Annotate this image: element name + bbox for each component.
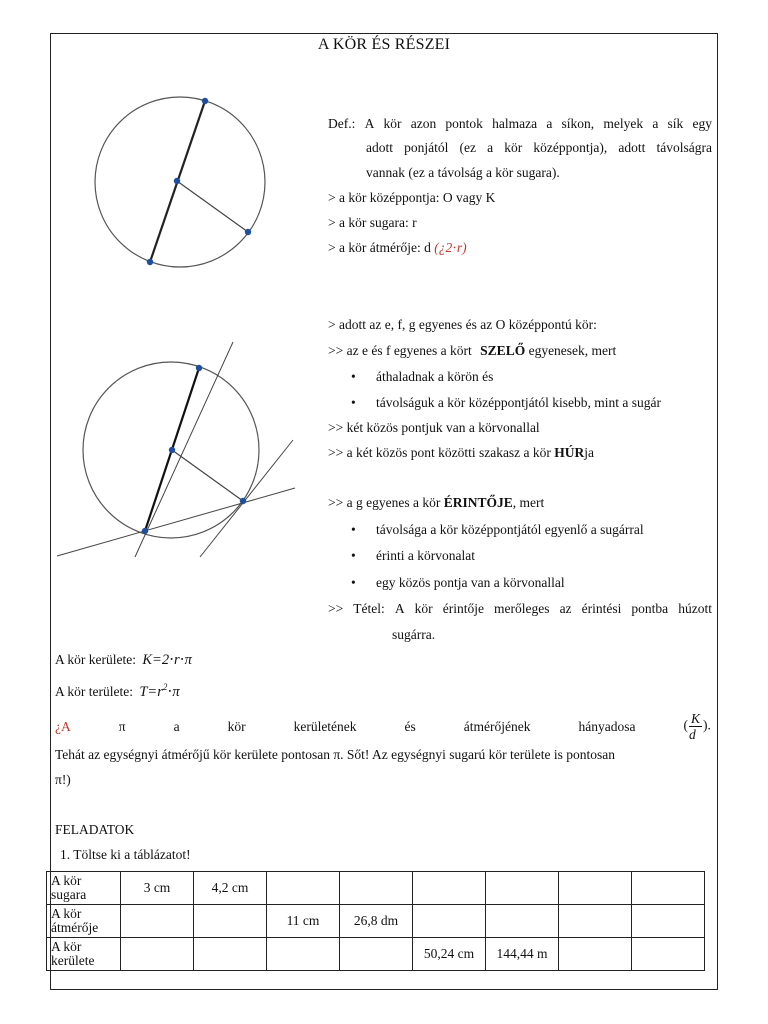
word: kör — [227, 718, 246, 734]
radius-end-point — [245, 229, 251, 235]
pi-note-line-3: π!) — [55, 772, 71, 787]
table-cell — [486, 872, 559, 905]
table-cell — [559, 905, 632, 938]
chord-prefix: >> a két közös pont közötti szakasz a kör — [328, 445, 551, 460]
word: a — [652, 116, 659, 131]
table-cell — [121, 905, 194, 938]
center-point — [174, 178, 180, 184]
word: átmérőjének — [463, 718, 531, 734]
secant-bullet-1 — [351, 368, 494, 386]
word: kör — [383, 116, 402, 131]
table-cell: 4,2 cm — [194, 872, 267, 905]
bullet-icon: • — [351, 395, 356, 410]
table-cell — [267, 938, 340, 971]
definition-line-2 — [366, 139, 712, 157]
pi-note-line-1 — [55, 711, 711, 742]
radius-segment — [172, 450, 243, 501]
word: érintési — [581, 601, 622, 616]
center-point — [169, 447, 175, 453]
definition-line-1 — [328, 115, 712, 133]
area-label: A kör területe: — [55, 683, 133, 699]
table-cell — [559, 872, 632, 905]
word: kör — [414, 601, 433, 616]
word: és — [404, 718, 416, 734]
area-formula — [139, 684, 179, 700]
common-points-text: >> két közös pontjuk van a körvonallal — [328, 420, 540, 435]
tangent-bullet-3-text: egy közös pontja van a körvonallal — [376, 575, 565, 590]
secant-bullet-1-text: áthaladnak a körön és — [376, 369, 494, 384]
word: húzott — [678, 601, 712, 616]
row-label: A kör átmérője — [47, 905, 121, 938]
word: A — [394, 601, 405, 616]
task-1: 1. Töltse ki a táblázatot! — [60, 847, 191, 862]
tangent-point — [240, 498, 246, 504]
diameter-formula: (¿2⋅r) — [434, 240, 467, 255]
exercise-table — [46, 871, 705, 971]
tangent-prefix: >> a g egyenes a kör — [328, 495, 441, 510]
table-cell: 50,24 cm — [413, 938, 486, 971]
table-cell — [486, 905, 559, 938]
table-cell: 11 cm — [267, 905, 340, 938]
tangent-bullet-1 — [351, 521, 644, 539]
word: melyek — [603, 116, 644, 131]
secant-line-1-prefix: >> az e és f egyenes a kört — [328, 343, 472, 358]
area-formula-exponent: 2 — [162, 682, 168, 692]
tangent-line — [328, 494, 544, 512]
chord-text — [328, 444, 594, 462]
tangent-bold-term: ÉRINTŐJE — [443, 495, 513, 510]
table-cell — [194, 938, 267, 971]
table-cell — [340, 872, 413, 905]
secant-line-1 — [328, 342, 616, 360]
tangent-bullet-1-text: távolsága a kör középpontjától egyenlő a sugárral — [376, 522, 644, 537]
diameter-end-point — [202, 98, 208, 104]
table-cell: 144,44 m — [486, 938, 559, 971]
tangent-suffix: , mert — [512, 495, 545, 510]
word: síkon, — [561, 116, 595, 131]
perimeter-formula-line — [55, 651, 192, 669]
word: egy — [692, 116, 712, 131]
word: Tétel: — [353, 601, 385, 616]
area-formula-tail: ⋅π — [167, 683, 180, 700]
table-cell — [413, 905, 486, 938]
word: távolságra — [656, 140, 712, 155]
bullet-icon: • — [351, 548, 356, 563]
page-title: A KÖR ÉS RÉSZEI — [317, 36, 451, 53]
word: (ez — [459, 140, 476, 155]
intersection-point — [196, 365, 202, 371]
word: π — [118, 718, 126, 734]
word: középpontja), — [533, 140, 608, 155]
row-label: A kör kerülete — [47, 938, 121, 971]
table-cell — [632, 872, 705, 905]
area-formula-line — [55, 678, 180, 701]
table-cell — [121, 938, 194, 971]
definition-line-3: vannak (ez a távolság a kör sugara). — [366, 165, 560, 180]
word: ¿A — [55, 718, 71, 734]
word: A — [364, 116, 375, 131]
word: ponjától — [404, 140, 449, 155]
fraction-numerator: K — [691, 711, 701, 726]
word: adott — [618, 140, 646, 155]
word: kerületének — [293, 718, 357, 734]
table-cell: 26,8 dm — [340, 905, 413, 938]
table-cell — [632, 938, 705, 971]
word: érintője — [442, 601, 484, 616]
word: azon — [410, 116, 437, 131]
secant-line-1-suffix: egyenesek, mert — [528, 343, 617, 358]
area-formula-base: T=r — [139, 683, 163, 700]
radius-text: > a kör sugara: r — [328, 215, 417, 230]
word: halmaza — [492, 116, 538, 131]
diameter-end-point — [147, 259, 153, 265]
bullet-icon: • — [351, 369, 356, 384]
word: pontok — [445, 116, 483, 131]
word: az — [559, 601, 572, 616]
chord-bold-term: HÚR — [554, 445, 585, 460]
word: kör — [504, 140, 523, 155]
perimeter-label: A kör kerülete: — [55, 652, 136, 667]
table-cell — [194, 905, 267, 938]
figure-secant-tangent — [55, 335, 300, 565]
table-row — [47, 905, 705, 938]
word: Def.: — [328, 116, 356, 131]
tangent-bullet-3 — [351, 574, 565, 592]
tangent-bullet-2-text: érinti a körvonalat — [376, 548, 475, 563]
line-f — [57, 488, 295, 556]
word: pontba — [631, 601, 669, 616]
theorem-line-2: sugárra. — [392, 627, 436, 642]
word: a — [487, 140, 494, 155]
word: merőleges — [494, 601, 550, 616]
tasks-heading: FELADATOK — [55, 822, 135, 837]
table-cell — [559, 938, 632, 971]
center-text: > a kör középpontja: O vagy K — [328, 190, 496, 205]
figure-circle-diameter — [80, 90, 280, 275]
table-cell — [267, 872, 340, 905]
word: a — [546, 116, 553, 131]
secant-intro: > adott az e, f, g egyenes és az O középpontú kör: — [328, 317, 597, 332]
word: a — [173, 718, 180, 734]
bullet-icon: • — [351, 522, 356, 537]
radius-line — [177, 181, 248, 232]
diameter-label: > a kör átmérője: d — [328, 240, 431, 255]
table-cell: 3 cm — [121, 872, 194, 905]
fraction-k-over-d: ( $\frac{K}{d}$ ). — [683, 711, 711, 742]
diameter-text — [328, 239, 467, 257]
secant-bold-term: SZELŐ — [480, 343, 526, 358]
table-cell — [340, 938, 413, 971]
tangent-bullet-2 — [351, 547, 475, 565]
word: hányadosa — [578, 718, 636, 734]
table-cell — [413, 872, 486, 905]
theorem-line-1 — [328, 600, 712, 618]
fraction-denominator: d — [689, 727, 696, 742]
word: >> — [328, 601, 344, 616]
table-row — [47, 872, 705, 905]
secant-bullet-2-text: távolságuk a kör középpontjától kisebb, mint a sugár — [376, 395, 661, 410]
perimeter-formula: K=2⋅r⋅π — [142, 652, 192, 668]
table-cell — [632, 905, 705, 938]
row-label: A kör sugara — [47, 872, 121, 905]
line-g-tangent — [200, 440, 293, 557]
table-row — [47, 938, 705, 971]
pi-note-line-2: Tehát az egységnyi átmérőjű kör kerülete pontosan π. Sőt! Az egységnyi sugarú kör területe is pontosan — [55, 747, 615, 762]
intersection-point — [142, 528, 148, 534]
bullet-icon: • — [351, 575, 356, 590]
secant-bullet-2 — [351, 394, 661, 412]
chord-suffix: ja — [584, 445, 595, 460]
word: sík — [667, 116, 684, 131]
word: adott — [366, 140, 393, 155]
